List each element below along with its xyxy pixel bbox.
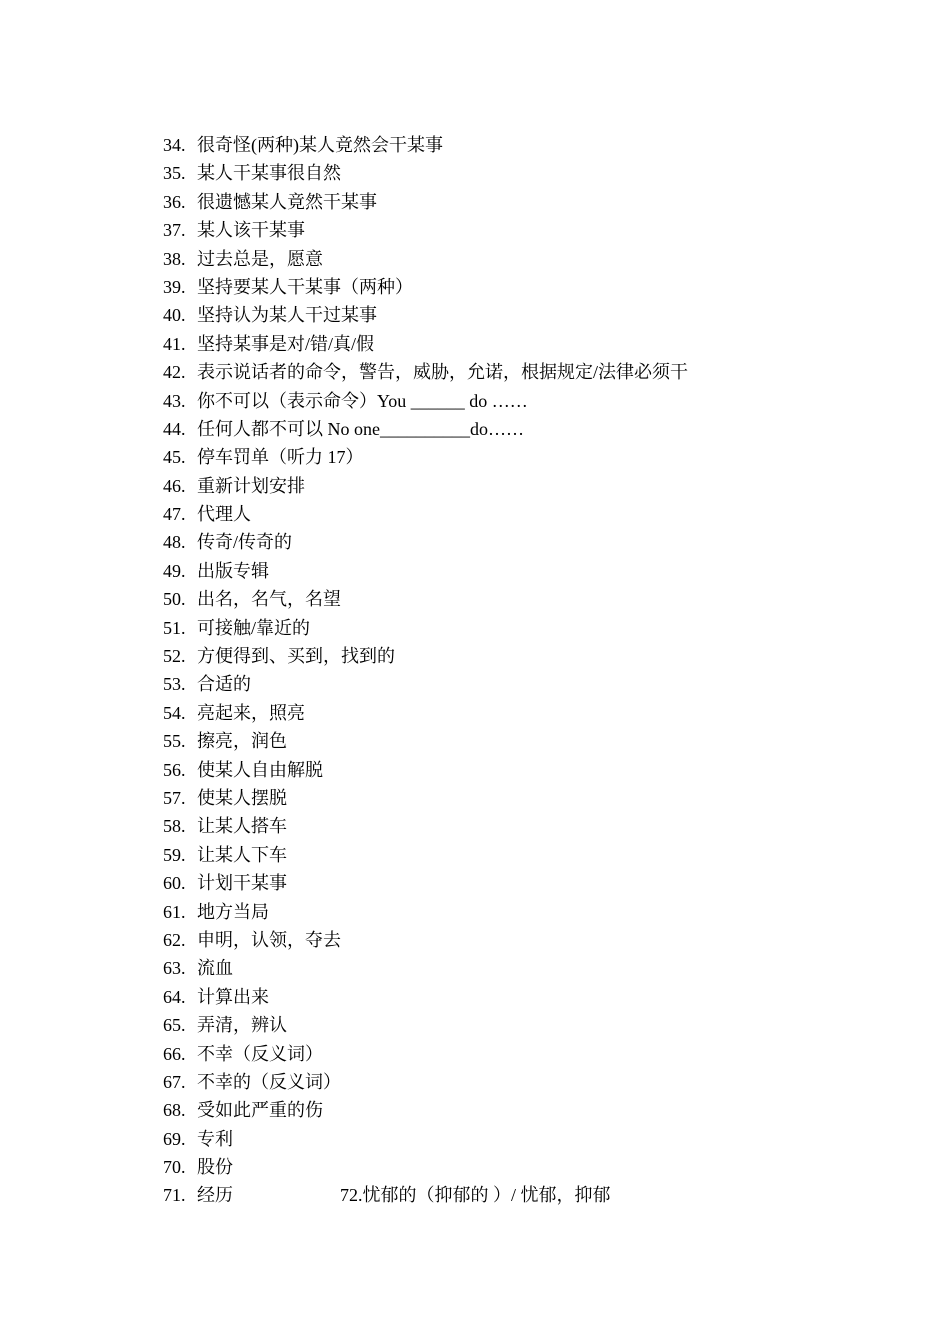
list-item bbox=[163, 131, 688, 159]
list-item bbox=[163, 642, 688, 670]
list-item bbox=[163, 699, 688, 727]
item-number: 62. bbox=[163, 929, 186, 950]
item-text: 某人该干某事 bbox=[197, 220, 305, 241]
item-text: 不幸（反义词） bbox=[197, 1043, 323, 1064]
item-number: 34. bbox=[163, 135, 186, 155]
item-text: 专利 bbox=[197, 1128, 233, 1149]
item-number: 60. bbox=[163, 873, 186, 894]
item-number: 44. bbox=[163, 418, 186, 439]
item-text: 某人干某事很自然 bbox=[197, 163, 341, 184]
item-number: 48. bbox=[163, 532, 186, 553]
item-extra-text: 72.忧郁的（抑郁的 ）/ 忧郁，抑郁 bbox=[340, 1185, 611, 1206]
item-number: 45. bbox=[163, 447, 186, 468]
list-item bbox=[163, 1096, 688, 1124]
item-number: 41. bbox=[163, 333, 186, 354]
item-number: 52. bbox=[163, 646, 186, 667]
list-item bbox=[163, 557, 688, 585]
item-text: 很遗憾某人竟然干某事 bbox=[197, 191, 377, 212]
item-number: 42. bbox=[163, 362, 186, 383]
item-text: 停车罚单（听力 17） bbox=[197, 447, 364, 468]
list-item bbox=[163, 1068, 688, 1096]
list-item bbox=[163, 472, 688, 500]
item-number: 58. bbox=[163, 816, 186, 837]
item-text: 出名，名气，名望 bbox=[197, 589, 341, 610]
list-item bbox=[163, 387, 688, 415]
item-number: 61. bbox=[163, 901, 186, 922]
list-item bbox=[163, 159, 688, 187]
item-text: 重新计划安排 bbox=[197, 475, 305, 496]
item-text: 出版专辑 bbox=[197, 560, 269, 581]
item-text: 任何人都不可以 No one__________do…… bbox=[197, 418, 524, 439]
list-item bbox=[163, 727, 688, 755]
list-item bbox=[163, 585, 688, 613]
list-item bbox=[163, 415, 688, 443]
list-item bbox=[163, 670, 688, 698]
list-item bbox=[163, 245, 688, 273]
item-number: 38. bbox=[163, 248, 186, 269]
list-item bbox=[163, 1011, 688, 1039]
item-text: 合适的 bbox=[197, 674, 251, 695]
item-text: 坚持认为某人干过某事 bbox=[197, 305, 377, 326]
list-item bbox=[163, 188, 688, 216]
item-number: 47. bbox=[163, 504, 186, 525]
item-number: 65. bbox=[163, 1015, 186, 1036]
item-text: 坚持某事是对/错/真/假 bbox=[197, 333, 375, 354]
item-text: 坚持要某人干某事（两种） bbox=[197, 276, 413, 297]
item-number: 50. bbox=[163, 589, 186, 610]
list-item bbox=[163, 1125, 688, 1153]
item-text: 计算出来 bbox=[197, 986, 269, 1007]
list-item bbox=[163, 926, 688, 954]
list-item bbox=[163, 756, 688, 784]
item-text: 受如此严重的伤 bbox=[197, 1100, 323, 1121]
item-number: 55. bbox=[163, 731, 186, 752]
item-text: 代理人 bbox=[197, 504, 251, 525]
item-text: 传奇/传奇的 bbox=[197, 532, 293, 553]
item-text: 经历 bbox=[197, 1185, 233, 1206]
item-text: 很奇怪(两种)某人竟然会干某事 bbox=[197, 135, 443, 155]
item-text: 擦亮，润色 bbox=[197, 731, 287, 752]
item-text: 股份 bbox=[197, 1157, 233, 1178]
list-item bbox=[163, 528, 688, 556]
list-item bbox=[163, 1153, 688, 1181]
item-number: 71. bbox=[163, 1185, 186, 1206]
list-item bbox=[163, 954, 688, 982]
item-number: 36. bbox=[163, 191, 186, 212]
list-item bbox=[163, 898, 688, 926]
item-text: 地方当局 bbox=[197, 901, 269, 922]
item-number: 35. bbox=[163, 163, 186, 184]
item-text: 让某人下车 bbox=[197, 844, 287, 865]
list-item bbox=[163, 1181, 688, 1209]
list-item bbox=[163, 869, 688, 897]
item-text: 计划干某事 bbox=[197, 873, 287, 894]
item-number: 67. bbox=[163, 1071, 186, 1092]
list-item bbox=[163, 614, 688, 642]
item-number: 40. bbox=[163, 305, 186, 326]
list-item bbox=[163, 443, 688, 471]
list-item bbox=[163, 812, 688, 840]
item-number: 69. bbox=[163, 1128, 186, 1149]
item-number: 57. bbox=[163, 787, 186, 808]
item-text: 可接触/靠近的 bbox=[197, 617, 311, 638]
item-text: 表示说话者的命令，警告，威胁，允诺，根据规定/法律必须干 bbox=[197, 362, 688, 383]
item-number: 66. bbox=[163, 1043, 186, 1064]
item-text: 让某人搭车 bbox=[197, 816, 287, 837]
item-number: 68. bbox=[163, 1100, 186, 1121]
item-number: 54. bbox=[163, 702, 186, 723]
item-number: 56. bbox=[163, 759, 186, 780]
list-item bbox=[163, 330, 688, 358]
item-number: 64. bbox=[163, 986, 186, 1007]
item-text: 申明，认领，夺去 bbox=[197, 929, 341, 950]
item-number: 59. bbox=[163, 844, 186, 865]
list-item bbox=[163, 983, 688, 1011]
item-text: 不幸的（反义词） bbox=[197, 1071, 341, 1092]
item-number: 37. bbox=[163, 220, 186, 241]
item-number: 46. bbox=[163, 475, 186, 496]
item-text: 亮起来，照亮 bbox=[197, 702, 305, 723]
vocabulary-list bbox=[163, 131, 688, 1210]
item-number: 63. bbox=[163, 958, 186, 979]
list-item bbox=[163, 273, 688, 301]
item-text: 流血 bbox=[197, 958, 233, 979]
item-text: 使某人自由解脱 bbox=[197, 759, 323, 780]
item-number: 39. bbox=[163, 276, 186, 297]
list-item bbox=[163, 301, 688, 329]
item-number: 43. bbox=[163, 390, 186, 411]
item-number: 70. bbox=[163, 1157, 186, 1178]
item-text: 弄清，辨认 bbox=[197, 1015, 287, 1036]
list-item bbox=[163, 216, 688, 244]
item-number: 49. bbox=[163, 560, 186, 581]
item-number: 51. bbox=[163, 617, 186, 638]
list-item bbox=[163, 500, 688, 528]
list-item bbox=[163, 358, 688, 386]
list-item bbox=[163, 841, 688, 869]
list-item bbox=[163, 1040, 688, 1068]
item-text: 你不可以（表示命令）You ______ do …… bbox=[197, 390, 528, 411]
item-text: 使某人摆脱 bbox=[197, 787, 287, 808]
list-item bbox=[163, 784, 688, 812]
item-text: 方便得到、买到，找到的 bbox=[197, 646, 395, 667]
item-number: 53. bbox=[163, 674, 186, 695]
item-text: 过去总是，愿意 bbox=[197, 248, 323, 269]
